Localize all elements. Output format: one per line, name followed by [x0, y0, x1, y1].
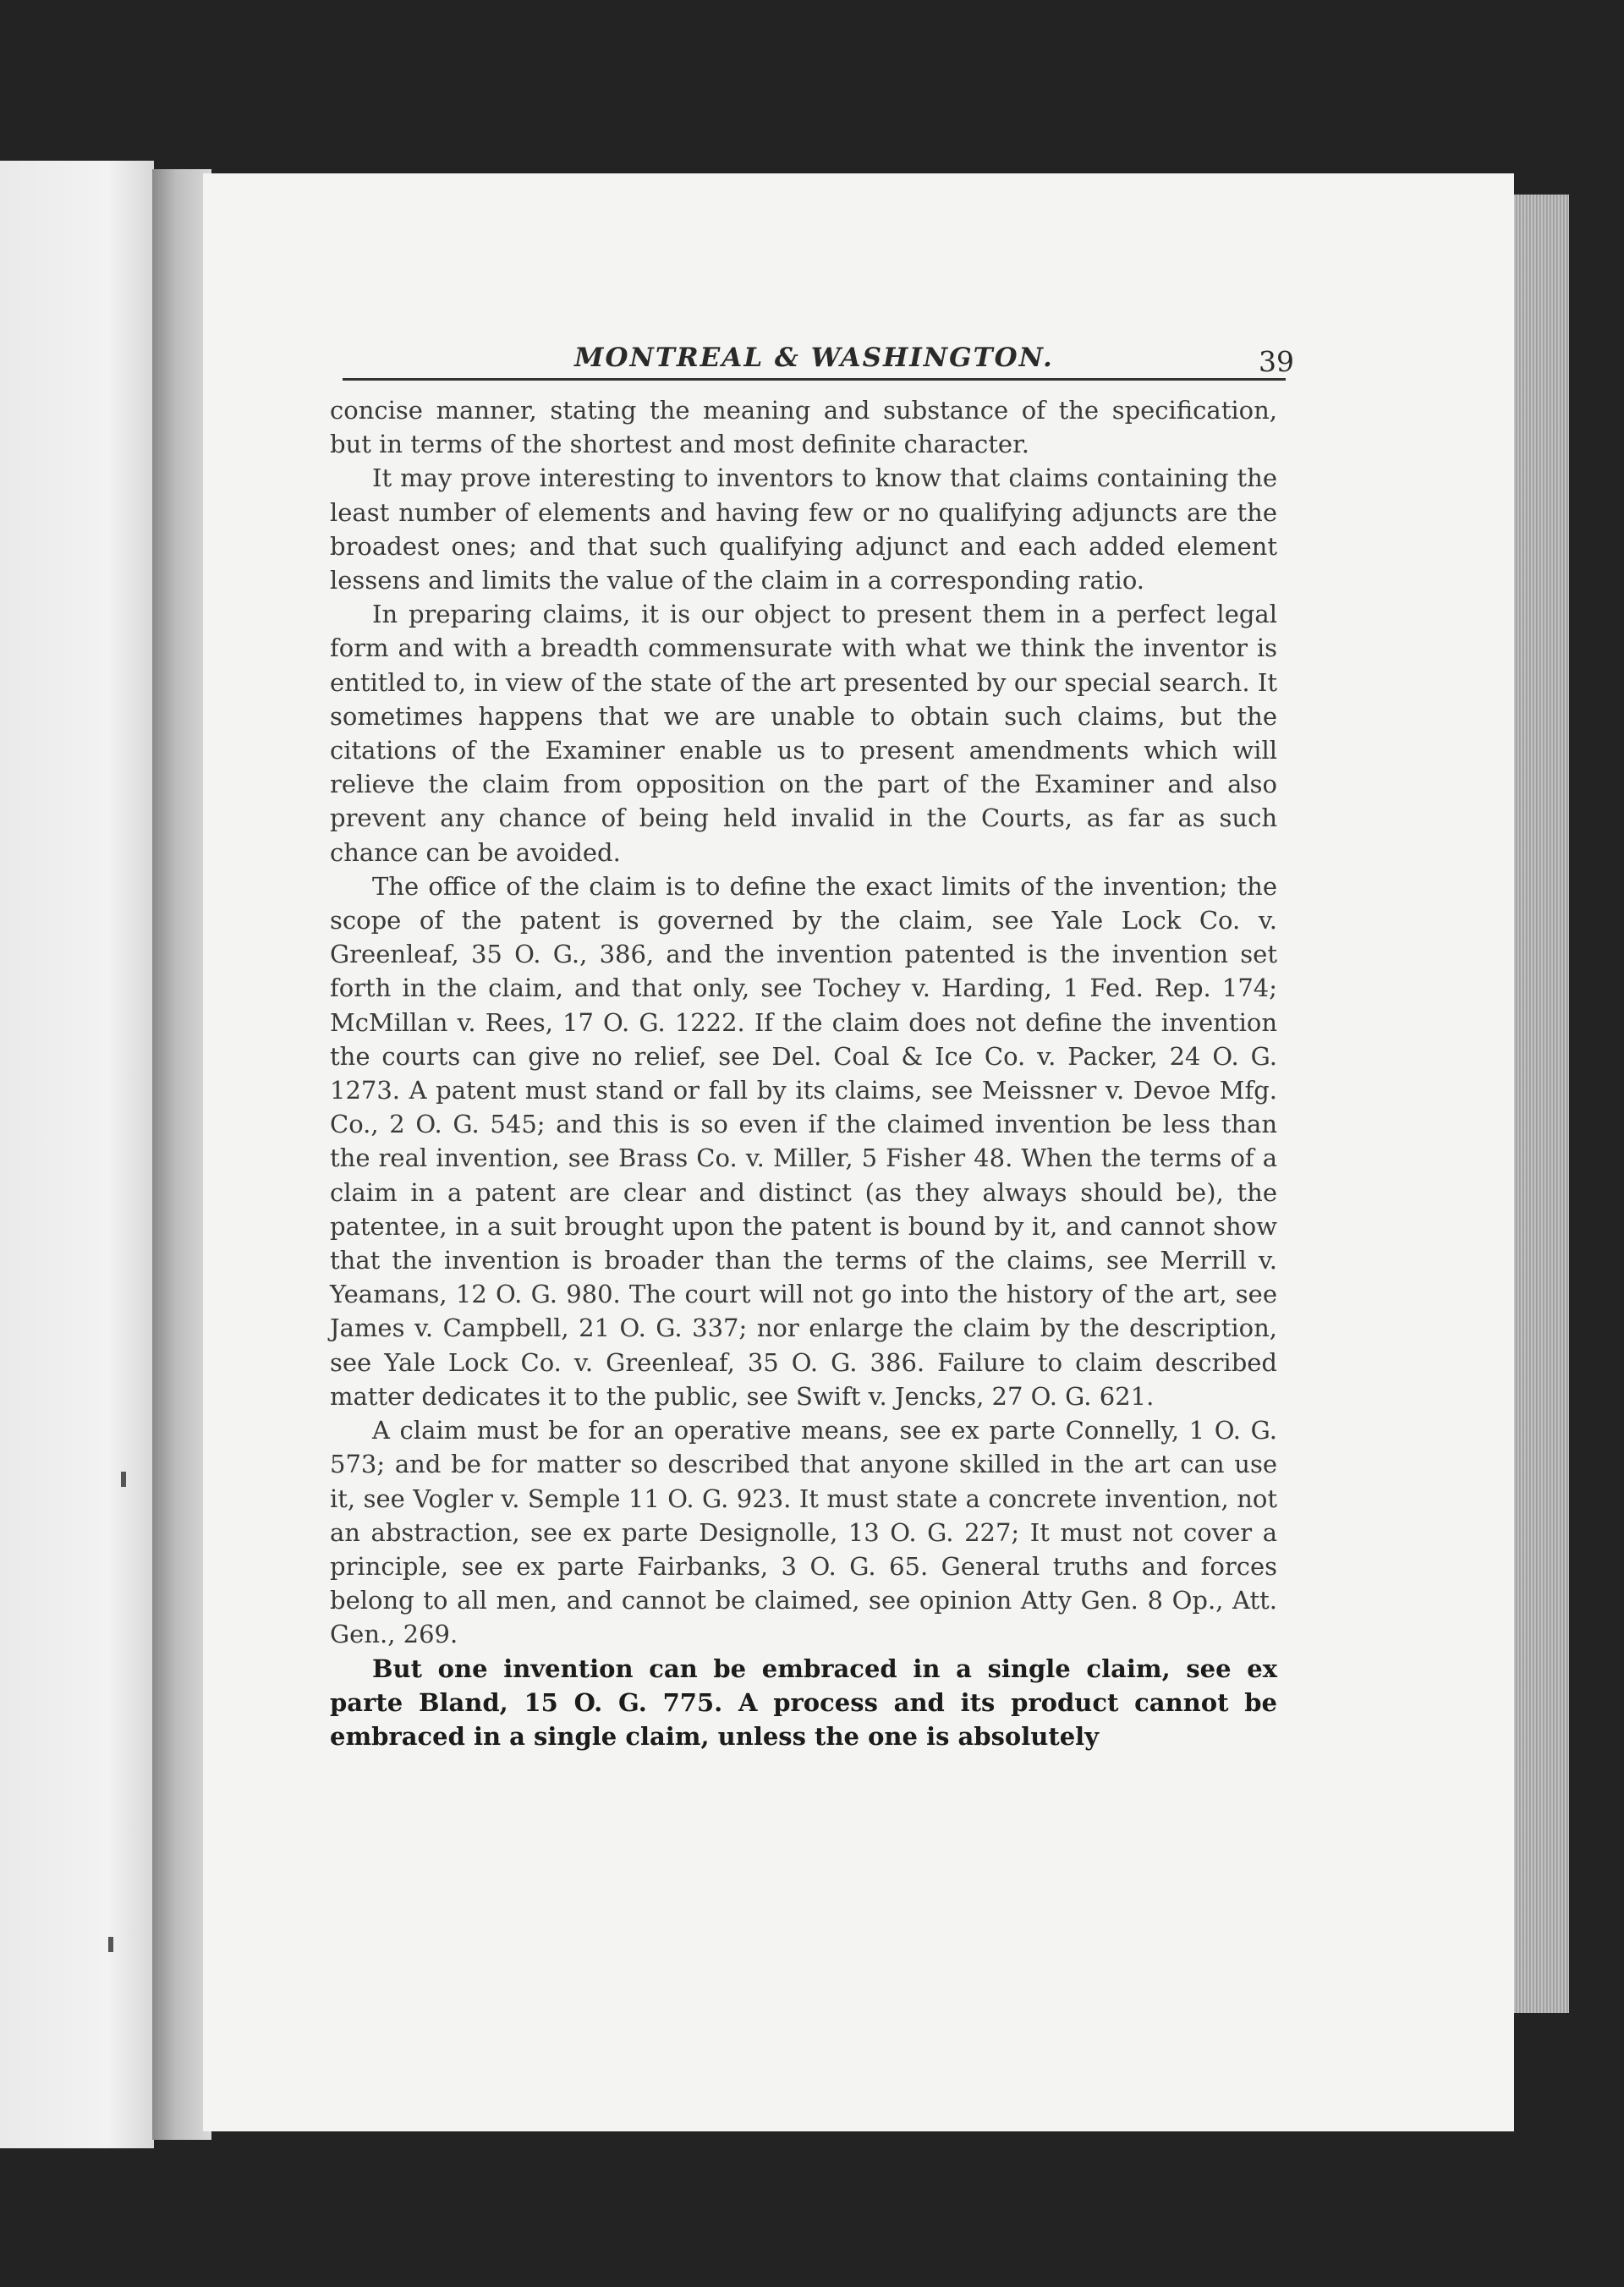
running-head: MONTREAL & WASHINGTON. [574, 343, 1054, 373]
paragraph: A claim must be for an operative means, see ex parte Connelly, 1 O. G. 573; and be for matter so described that anyone skilled in the art can use it, see Vogler v. Semple 11 O. G. 923. It must state a concrete invention, not an abstraction, see ex parte Designolle, 13 O. G. 227; It must not cover a principle, see ex parte Fairbanks, 3 O. G. 65. General truths and forces belong to all men, and cannot be claimed, see opinion Atty Gen. 8 Op., Att. Gen., 269. [330, 1416, 1277, 1649]
page-edges [1510, 195, 1569, 2013]
paragraph: concise manner, stating the meaning and substance of the specification, but in terms of the shortest and most definite character. [330, 396, 1277, 459]
left-page [0, 161, 154, 2148]
body-text [330, 393, 1277, 1753]
page-header [343, 327, 1294, 381]
margin-mark [108, 1937, 113, 1952]
paragraph: It may prove interesting to inventors to know that claims containing the least number of elements and having few or no qualifying adjuncts are the broadest ones; and that such qualifying adjunct and each added element lessens and limits the value of the claim in a corresponding ratio. [330, 463, 1277, 595]
paragraph: But one invention can be embraced in a single claim, see ex parte Bland, 15 O. G. 775. A process and its product cannot be embraced in a single claim, unless the one is absolutely [330, 1654, 1277, 1751]
margin-mark [121, 1472, 126, 1487]
paragraph: In preparing claims, it is our object to present them in a perfect legal form and with a breadth commensurate with what we think the inventor is entitled to, in view of the state of the art presented by our special search. It sometimes happens that we are unable to obtain such claims, but the citations of the Examiner enable us to present amendments which will relieve the claim from opposition on the part of the Examiner and also prevent any chance of being held invalid in the Courts, as far as such chance can be avoided. [330, 600, 1277, 867]
paragraph: The office of the claim is to define the exact limits of the invention; the scope of the patent is governed by the claim, see Yale Lock Co. v. Greenleaf, 35 O. G., 386, and the invention patented is the invention set forth in the claim, and that only, see Tochey v. Harding, 1 Fed. Rep. 174; McMillan v. Rees, 17 O. G. 1222. If the claim does not define the invention the courts can give no relief, see Del. Coal & Ice Co. v. Packer, 24 O. G. 1273. A patent must stand or fall by its claims, see Meissner v. Devoe Mfg. Co., 2 O. G. 545; and this is so even if the claimed invention be less than the real invention, see Brass Co. v. Miller, 5 Fisher 48. When the terms of a claim in a patent are clear and distinct (as they always should be), the patentee, in a suit brought upon the patent is bound by it, and cannot show that the invention is broader than the terms of the claims, see Merrill v. Yeamans, 12 O. G. 980. The court will not go into the history of the art, see James v. Campbell, 21 O. G. 337; nor enlarge the claim by the description, see Yale Lock Co. v. Greenleaf, 35 O. G. 386. Failure to claim described matter dedicates it to the public, see Swift v. Jencks, 27 O. G. 621. [330, 871, 1277, 1411]
book-page [203, 173, 1514, 2131]
page-number: 39 [1259, 345, 1294, 378]
